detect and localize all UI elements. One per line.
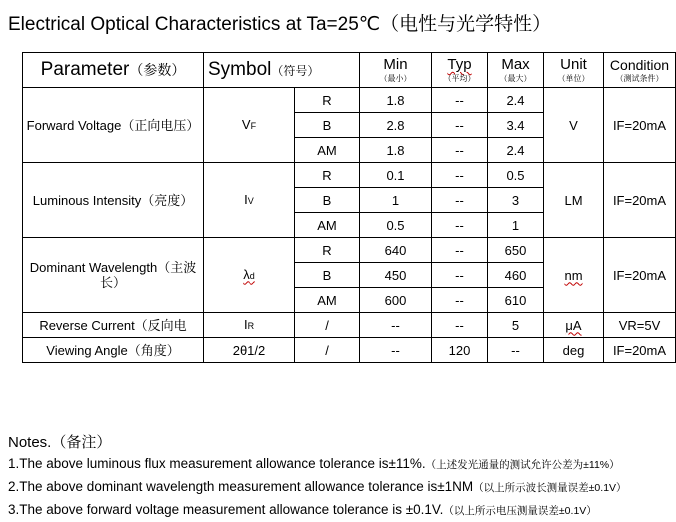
param-dominant-wavelength: Dominant Wavelength（主波长） bbox=[23, 238, 204, 313]
min-cell: 1.8 bbox=[360, 138, 432, 163]
param-viewing-angle: Viewing Angle（角度） bbox=[23, 338, 204, 363]
max-cell: 2.4 bbox=[488, 88, 544, 113]
condition-cell: IF=20mA bbox=[604, 163, 676, 238]
condition-cell: VR=5V bbox=[604, 313, 676, 338]
typ-cell: -- bbox=[432, 213, 488, 238]
header-symbol-cn: （符号） bbox=[271, 63, 320, 78]
header-min-cn: （最小） bbox=[379, 74, 412, 83]
max-cell: 1 bbox=[488, 213, 544, 238]
note-item: 3.The above forward voltage measurement allowance tolerance is ±0.1V.（以上所示电压测量误差±0.1V） bbox=[8, 502, 597, 517]
typ-cell: -- bbox=[432, 238, 488, 263]
typ-cell: -- bbox=[432, 288, 488, 313]
condition-cell: IF=20mA bbox=[604, 88, 676, 163]
table-row bbox=[23, 88, 676, 113]
table-row bbox=[23, 238, 676, 263]
header-symbol-label: Symbol bbox=[208, 58, 272, 80]
table-row bbox=[23, 313, 676, 338]
header-typ bbox=[432, 53, 488, 88]
header-parameter bbox=[23, 53, 204, 88]
note-item: 1.The above luminous flux measurement allowance tolerance is±11%.（上述发光通量的测试允许公差为±11%） bbox=[8, 456, 620, 471]
color-cell: B bbox=[295, 263, 360, 288]
min-cell: 0.1 bbox=[360, 163, 432, 188]
header-parameter-label: Parameter bbox=[40, 59, 130, 80]
typ-cell: -- bbox=[432, 313, 488, 338]
color-cell: AM bbox=[295, 213, 360, 238]
min-cell: -- bbox=[360, 313, 432, 338]
unit-cell: nm bbox=[544, 238, 604, 313]
typ-cell: -- bbox=[432, 263, 488, 288]
color-cell: B bbox=[295, 113, 360, 138]
max-cell: 3.4 bbox=[488, 113, 544, 138]
condition-cell: IF=20mA bbox=[604, 338, 676, 363]
typ-cell: -- bbox=[432, 188, 488, 213]
max-cell: 650 bbox=[488, 238, 544, 263]
param-forward-voltage: Forward Voltage（正向电压） bbox=[23, 88, 204, 163]
symbol-forward-voltage: VF bbox=[204, 88, 295, 163]
max-cell: 460 bbox=[488, 263, 544, 288]
min-cell: 600 bbox=[360, 288, 432, 313]
table-row bbox=[23, 163, 676, 188]
typ-cell: -- bbox=[432, 163, 488, 188]
color-cell: / bbox=[295, 313, 360, 338]
header-parameter-cn: （参数） bbox=[129, 62, 186, 78]
typ-cell: -- bbox=[432, 138, 488, 163]
min-cell: 1.8 bbox=[360, 88, 432, 113]
color-cell: R bbox=[295, 88, 360, 113]
max-cell: 0.5 bbox=[488, 163, 544, 188]
color-cell: B bbox=[295, 188, 360, 213]
condition-cell: IF=20mA bbox=[604, 238, 676, 313]
header-condition bbox=[604, 53, 676, 88]
header-row bbox=[23, 53, 676, 88]
unit-cell: μA bbox=[544, 313, 604, 338]
min-cell: 2.8 bbox=[360, 113, 432, 138]
unit-cell: deg bbox=[544, 338, 604, 363]
symbol-dominant-wavelength: λd bbox=[204, 238, 295, 313]
table-row bbox=[23, 338, 676, 363]
header-max-cn: （最大） bbox=[499, 74, 532, 83]
max-cell: 3 bbox=[488, 188, 544, 213]
min-cell: 0.5 bbox=[360, 213, 432, 238]
header-max bbox=[488, 53, 544, 88]
typ-cell: -- bbox=[432, 88, 488, 113]
notes-section bbox=[8, 432, 627, 522]
header-typ-label: Typ bbox=[447, 56, 472, 73]
characteristics-table bbox=[22, 52, 676, 363]
color-cell: R bbox=[295, 238, 360, 263]
unit-cell: V bbox=[544, 88, 604, 163]
header-unit bbox=[544, 53, 604, 88]
symbol-viewing-angle: 2θ1/2 bbox=[204, 338, 295, 363]
unit-cell: LM bbox=[544, 163, 604, 238]
min-cell: -- bbox=[360, 338, 432, 363]
max-cell: 5 bbox=[488, 313, 544, 338]
symbol-reverse-current: IR bbox=[204, 313, 295, 338]
note-item: 2.The above dominant wavelength measurement allowance tolerance is±1NM（以上所示波长测量误差±0.1V） bbox=[8, 479, 627, 494]
header-condition-label: Condition bbox=[609, 56, 670, 73]
header-unit-label: Unit bbox=[560, 56, 587, 73]
param-luminous-intensity: Luminous Intensity（亮度） bbox=[23, 163, 204, 238]
page-title: Electrical Optical Characteristics at Ta=25℃（电性与光学特性） bbox=[8, 14, 552, 35]
color-cell: / bbox=[295, 338, 360, 363]
typ-cell: 120 bbox=[432, 338, 488, 363]
color-cell: R bbox=[295, 163, 360, 188]
header-typ-cn: （平均） bbox=[443, 74, 476, 83]
header-symbol bbox=[204, 53, 360, 88]
min-cell: 450 bbox=[360, 263, 432, 288]
max-cell: 610 bbox=[488, 288, 544, 313]
min-cell: 1 bbox=[360, 188, 432, 213]
header-unit-cn: （单位） bbox=[557, 74, 590, 83]
header-min-label: Min bbox=[383, 56, 408, 73]
max-cell: -- bbox=[488, 338, 544, 363]
typ-cell: -- bbox=[432, 113, 488, 138]
notes-heading: Notes.（备注） bbox=[8, 434, 112, 451]
symbol-luminous-intensity: IV bbox=[204, 163, 295, 238]
min-cell: 640 bbox=[360, 238, 432, 263]
header-min bbox=[360, 53, 432, 88]
param-reverse-current: Reverse Current（反向电 bbox=[23, 313, 204, 338]
color-cell: AM bbox=[295, 138, 360, 163]
max-cell: 2.4 bbox=[488, 138, 544, 163]
header-max-label: Max bbox=[501, 56, 530, 73]
header-condition-cn: （测试条件） bbox=[615, 73, 664, 83]
color-cell: AM bbox=[295, 288, 360, 313]
